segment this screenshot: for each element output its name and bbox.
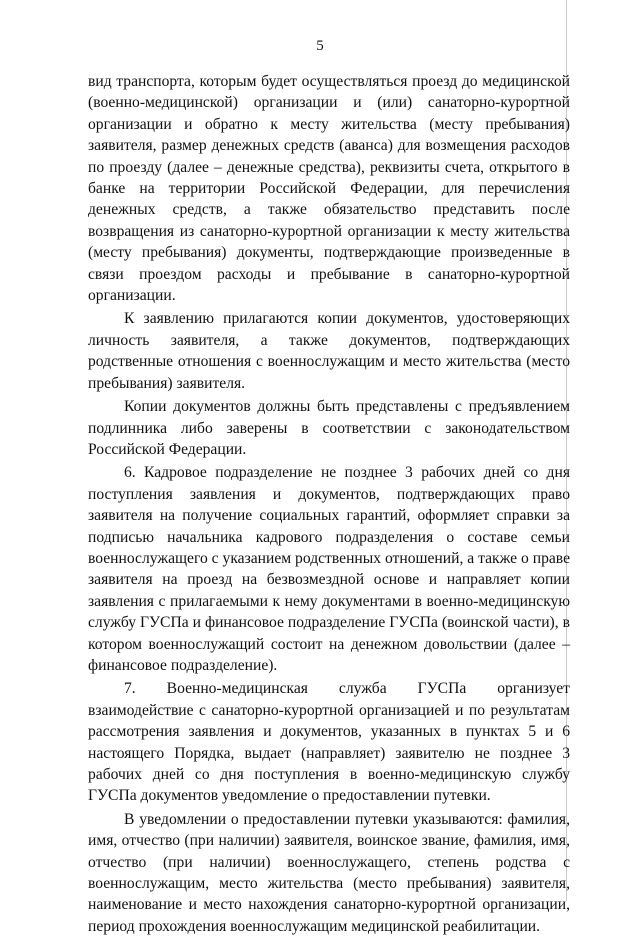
paragraph-item-6: 6. Кадровое подразделение не позднее 3 рабочих дней со дня поступления заявления и документов, подтверждающих право заявителя на получение социальных гарантий, оформляет справки за подписью начальника кадрового подразделения о составе семьи военнослужащего с указанием родственных отношений, а также о праве заявителя на проезд на безвозмездной основе и направляет копии заявления с прилагаемыми к нему документами в военно-медицинскую службу ГУСПа и финансовое подразделение ГУСПа (воинской части), в котором военнослужащий состоит на денежном довольствии (далее – финансовое подразделение).: [88, 464, 570, 674]
paragraph-notification: В уведомлении о предоставлении путевки указываются: фамилия, имя, отчество (при наличии) заявителя, воинское звание, фамилия, имя, отчество (при наличии) военнослужащего, степень родства с военнослужащим, место жительства (место пребывания) заявителя, наименование и место нахождения санаторно-курортной организации, период прохождения военнослужащим медицинской реабилитации.: [88, 810, 570, 935]
paragraph-attachments: К заявлению прилагаются копии документов, удостоверяющих личность заявителя, а также документов, подтверждающих родственные отношения с военнослужащим и место жительства (место пребывания) заявителя.: [88, 310, 570, 392]
paragraph-item-7: 7. Военно-медицинская служба ГУСПа организует взаимодействие с санаторно-курортной организацией и по результатам рассмотрения заявления и документов, указанных в пунктах 5 и 6 настоящего Порядка, выдает (направляет) заявителю не позднее 3 рабочих дней со дня поступления в военно-медицинскую службу ГУСПа документов уведомление о предоставлении путевки.: [88, 680, 570, 805]
body-text: [88, 71, 570, 939]
paragraph-copies: Копии документов должны быть представлены с предъявлением подлинника либо заверены в соответствии с законодательством Российской Федерации.: [88, 398, 570, 458]
page-number: 5: [316, 38, 324, 54]
paragraph-continuation: вид транспорта, которым будет осуществляться проезд до медицинской (военно-медицинской) организации и (или) санаторно-курортной организации и обратно к месту жительства (месту пребывания) заявителя, размер денежных средств (аванса) для возмещения расходов по проезду (далее – денежные средства), реквизиты счета, открытого в банке на территории Российской Федерации, для перечисления денежных средств, а также обязательство представить после возвращения из санаторно-курортной организации к месту жительства (месту пребывания) документы, подтверждающие произведенные в связи проездом расходы и пребывание в санаторно-курортной организации.: [88, 73, 570, 305]
